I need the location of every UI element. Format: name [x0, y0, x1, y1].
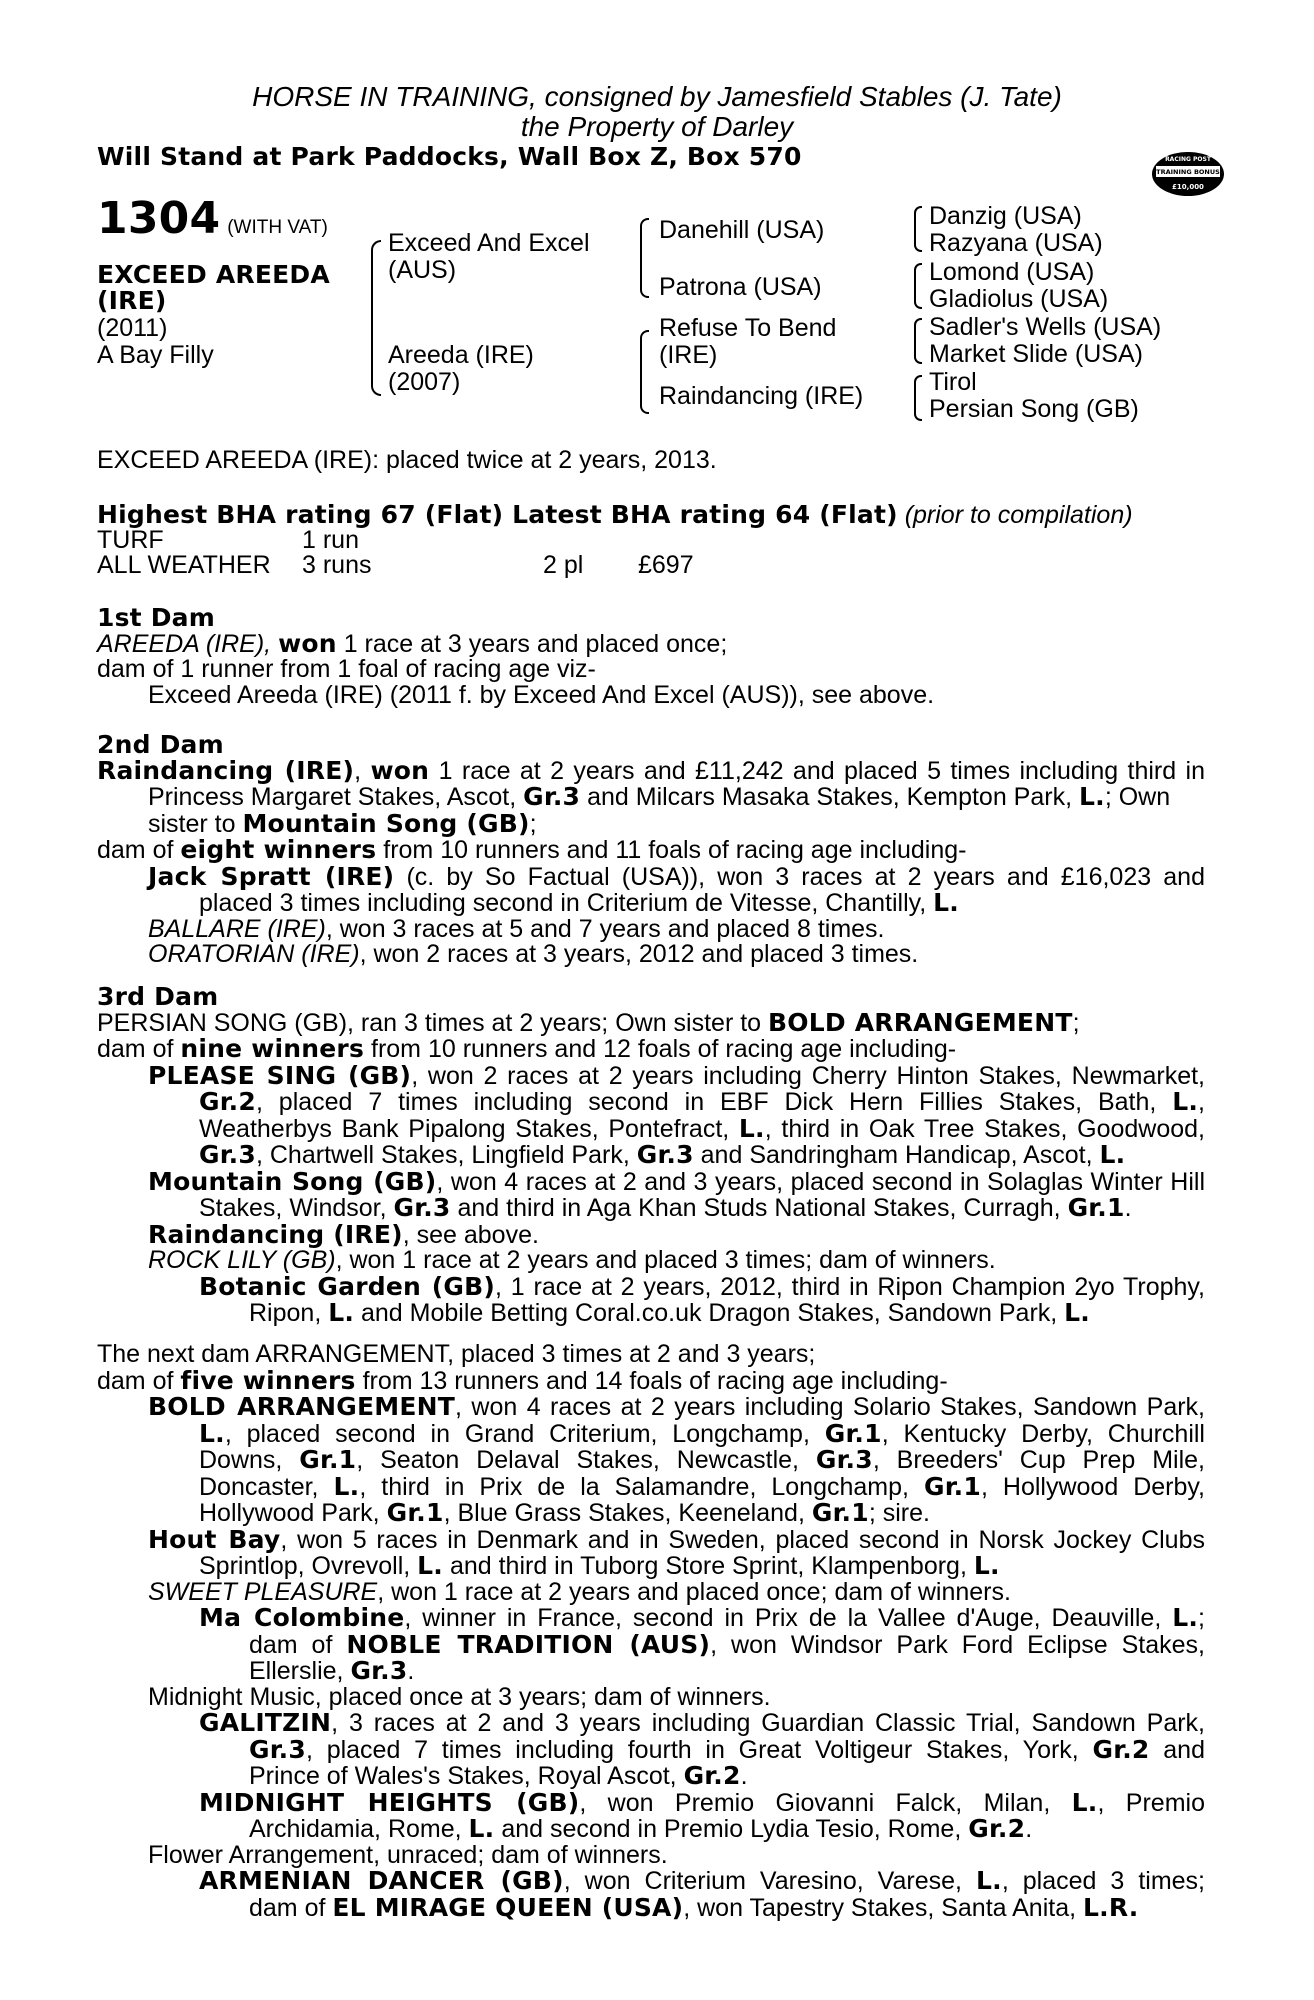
dam-line-brace	[640, 330, 649, 414]
pedigree-sire-dam: Patrona (USA)	[659, 273, 822, 301]
horse-name: EXCEED AREEDA	[97, 260, 330, 289]
all-weather-label: ALL WEATHER	[97, 551, 271, 579]
pedigree-ssd: Razyana (USA)	[929, 229, 1103, 257]
pedigree-dam-dam: Raindancing (IRE)	[659, 382, 864, 410]
gen3-brace-4	[914, 375, 922, 421]
svg-text:RACING POST: RACING POST	[1165, 156, 1211, 163]
header-title: HORSE IN TRAINING, consigned by Jamesfield Stables (J. Tate)	[252, 81, 1062, 112]
turf-runs: 1 run	[302, 526, 359, 554]
racing-post-training-bonus-icon	[1150, 146, 1226, 200]
pedigree-ddd: Persian Song (GB)	[929, 395, 1139, 423]
pedigree-dam-year: (2007)	[388, 368, 461, 396]
pedigree-sdd: Gladiolus (USA)	[929, 285, 1109, 313]
fourth-dam-section: The next dam ARRANGEMENT, placed 3 times at 2 and 3 years; dam of five winners from 13 runners and 14 foals of racing age including- BOLD ARRANGEMENT, won 4 races at 2 years including Solario Stakes, Sandown Park, L., placed second in Grand Criterium, Longchamp, Gr.1, Kentucky Derby, Churchill Downs, Gr.1, Seaton Delaval Stakes, Newcastle, Gr.3, Breeders' Cup Prep Mile, Doncaster, L., third in Prix de la Salamandre, Longchamp, Gr.1, Hollywood Derby, Hollywood Park, Gr.1, Blue Grass Stakes, Keeneland, Gr.1; sire. Hout Bay, won 5 races in Denmark and in Sweden, placed second in Norsk Jockey Clubs Sprintlop, Ovrevoll, L. and third in Tuborg Store Sprint, Klampenborg, L. SWEET PLEASURE, won 1 race at 2 years and placed once; dam of winners. Ma Colombine, winner in France, second in Prix de la Vallee d'Auge, Deauville, L.; dam of NOBLE TRADITION (AUS), won Windsor Park Ford Eclipse Stakes, Ellerslie, Gr.3. Midnight Music, placed once at 3 years; dam of winners. GALITZIN, 3 races at 2 and 3 years including Guardian Classic Trial, Sandown Park, Gr.3, placed 7 times including fourth in Great Voltigeur Stakes, York, Gr.2 and Prince of Wales's Stakes, Royal Ascot, Gr.2. MIDNIGHT HEIGHTS (GB), won Premio Giovanni Falck, Milan, L., Premio Archidamia, Rome, L. and second in Premio Lydia Tesio, Rome, Gr.2. Flower Arrangement, unraced; dam of winners. ARMENIAN DANCER (GB), won Criterium Varesino, Varese, L., placed 3 times; dam of EL MIRAGE QUEEN (USA), won Tapestry Stakes, Santa Anita, L.R.	[97, 1340, 1206, 1922]
third-dam-section: 3rd Dam PERSIAN SONG (GB), ran 3 times at 2 years; Own sister to BOLD ARRANGEMENT; dam of nine winners from 10 runners and 12 foals of racing age including- PLEASE SING (GB), won 2 races at 2 years including Cherry Hinton Stakes, Newmarket, Gr.2, placed 7 times including second in EBF Dick Hern Fillies Stakes, Bath, L., Weatherbys Bank Pipalong Stakes, Pontefract, L., third in Oak Tree Stakes, Goodwood, Gr.3, Chartwell Stakes, Lingfield Park, Gr.3 and Sandringham Handicap, Ascot, L. Mountain Song (GB), won 4 races at 2 and 3 years, placed second in Solaglas Winter Hill Stakes, Windsor, Gr.3 and third in Aga Khan Studs National Stakes, Curragh, Gr.1. Raindancing (IRE), see above. ROCK LILY (GB), won 1 race at 2 years and placed 3 times; dam of winners. Botanic Garden (GB), 1 race at 2 years, 2012, third in Ripon Champion 2yo Trophy, Ripon, L. and Mobile Betting Coral.co.uk Dragon Stakes, Sandown Park, L.	[97, 982, 1206, 1327]
pedigree-dam: Areeda (IRE)	[388, 341, 534, 369]
pedigree-dam-sire: Refuse To Bend	[659, 314, 837, 342]
gen3-brace-1	[914, 206, 922, 252]
second-dam-section: 2nd Dam Raindancing (IRE), won 1 race at 2 years and £11,242 and placed 5 times including third in Princess Margaret Stakes, Ascot, Gr.3 and Milcars Masaka Stakes, Kempton Park, L.; Own sister to Mountain Song (GB); dam of eight winners from 10 runners and 11 foals of racing age including- Jack Spratt (IRE) (c. by So Factual (USA)), won 3 races at 2 years and £16,023 and placed 3 times including second in Criterium de Vitesse, Chantilly, L. BALLARE (IRE), won 3 races at 5 and 7 years and placed 8 times. ORATORIAN (IRE), won 2 races at 3 years, 2012 and placed 3 times.	[97, 730, 1206, 968]
all-weather-placed: 2 pl	[543, 551, 584, 579]
vat-label: (WITH VAT)	[227, 217, 328, 238]
pedigree-sire-country: (AUS)	[388, 256, 457, 284]
bha-rating: Highest BHA rating 67 (Flat) Latest BHA rating 64 (Flat) (prior to compilation)	[97, 500, 1133, 529]
horse-name-suffix: (IRE)	[97, 286, 167, 315]
first-dam-section: 1st Dam AREEDA (IRE), won 1 race at 3 years and placed once; dam of 1 runner from 1 foal of racing age viz- Exceed Areeda (IRE) (2011 f. by Exceed And Excel (AUS)), see above.	[97, 605, 1205, 708]
svg-text:£10,000: £10,000	[1172, 183, 1204, 191]
lot-number: 1304	[97, 193, 221, 244]
section-heading: 3rd Dam	[97, 982, 219, 1011]
gen3-brace-3	[914, 318, 922, 364]
header-location: Will Stand at Park Paddocks, Wall Box Z, Box 570	[97, 142, 802, 171]
pedigree-dds: Tirol	[929, 368, 977, 396]
gen3-brace-2	[914, 263, 922, 309]
turf-label: TURF	[97, 526, 164, 554]
pedigree-sire-sire: Danehill (USA)	[659, 216, 825, 244]
pedigree-sss: Danzig (USA)	[929, 202, 1082, 230]
svg-text:TRAINING BONUS: TRAINING BONUS	[1156, 168, 1220, 176]
race-summary: EXCEED AREEDA (IRE): placed twice at 2 years, 2013.	[97, 446, 717, 474]
pedigree-dss: Sadler's Wells (USA)	[929, 313, 1162, 341]
lot-number-row	[97, 193, 328, 244]
section-heading: 2nd Dam	[97, 730, 224, 759]
pedigree-sire: Exceed And Excel	[388, 229, 590, 257]
pedigree-brace	[371, 240, 381, 396]
all-weather-prize: £697	[638, 551, 694, 579]
header-owner: the Property of Darley	[520, 111, 794, 142]
foaling-year: (2011)	[97, 314, 168, 342]
all-weather-runs: 3 runs	[302, 551, 372, 579]
section-heading: 1st Dam	[97, 603, 216, 632]
pedigree-sds: Lomond (USA)	[929, 258, 1095, 286]
horse-description: A Bay Filly	[97, 341, 214, 369]
pedigree-dsd: Market Slide (USA)	[929, 340, 1143, 368]
pedigree-dam-sire-country: (IRE)	[659, 341, 718, 369]
sire-line-brace	[640, 218, 649, 298]
